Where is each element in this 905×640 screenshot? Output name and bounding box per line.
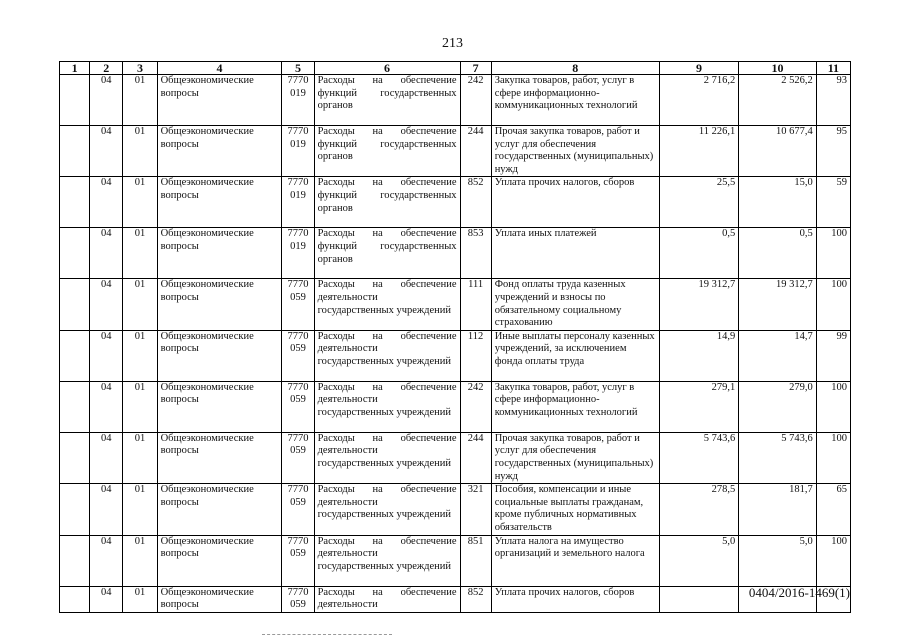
execution-percent: 100	[816, 228, 850, 279]
expense-purpose: Расходы на обеспечение функций государственных органов	[314, 126, 460, 177]
table-row	[60, 586, 851, 612]
table-row	[60, 535, 851, 586]
table-row	[60, 177, 851, 228]
column-header-8: 8	[491, 62, 659, 75]
subsection-code: 01	[123, 126, 157, 177]
budget-table	[59, 61, 851, 613]
expense-purpose: Расходы на обеспечение деятельности государственных учреждений	[314, 279, 460, 330]
section-code: 04	[90, 177, 123, 228]
expense-type-name: Закупка товаров, работ, услуг в сфере информационно-коммуникационных технологий	[491, 75, 659, 126]
section-code: 04	[90, 330, 123, 381]
subsection-code: 01	[123, 75, 157, 126]
column-header-1: 1	[60, 62, 90, 75]
expense-purpose: Расходы на обеспечение деятельности государственных учреждений	[314, 484, 460, 535]
subsection-code: 01	[123, 586, 157, 612]
planned-amount: 11 226,1	[659, 126, 739, 177]
section-code: 04	[90, 535, 123, 586]
document-code: 0404/2016-1469(1)	[748, 585, 850, 600]
subsection-code: 01	[123, 381, 157, 432]
expense-type-code: 242	[460, 75, 491, 126]
subsection-code: 01	[123, 330, 157, 381]
expense-purpose: Расходы на обеспечение деятельности государственных учреждений	[314, 535, 460, 586]
section-code: 04	[90, 228, 123, 279]
table-row	[60, 381, 851, 432]
section-name: Общеэкономические вопросы	[157, 279, 282, 330]
actual-amount: 19 312,7	[739, 279, 816, 330]
expense-purpose: Расходы на обеспечение деятельности государственных учреждений	[314, 381, 460, 432]
planned-amount	[659, 586, 739, 612]
section-name: Общеэкономические вопросы	[157, 432, 282, 483]
actual-amount: 181,7	[739, 484, 816, 535]
expense-type-code: 853	[460, 228, 491, 279]
section-code: 04	[90, 484, 123, 535]
row-cell-1	[60, 381, 90, 432]
target-article: 7770 019	[282, 126, 314, 177]
actual-amount: 5,0	[739, 535, 816, 586]
expense-type-code: 852	[460, 177, 491, 228]
expense-type-name: Уплата прочих налогов, сборов	[491, 586, 659, 612]
subsection-code: 01	[123, 279, 157, 330]
subsection-code: 01	[123, 432, 157, 483]
subsection-code: 01	[123, 484, 157, 535]
expense-type-name: Пособия, компенсации и иные социальные выплаты гражданам, кроме публичных нормативных обязательств	[491, 484, 659, 535]
table-row	[60, 126, 851, 177]
planned-amount: 2 716,2	[659, 75, 739, 126]
execution-percent: 100	[816, 381, 850, 432]
column-header-7: 7	[460, 62, 491, 75]
section-code: 04	[90, 586, 123, 612]
row-cell-1	[60, 330, 90, 381]
expense-purpose: Расходы на обеспечение деятельности государственных учреждений	[314, 432, 460, 483]
expense-type-code: 321	[460, 484, 491, 535]
table-header-row	[60, 62, 851, 75]
section-name: Общеэкономические вопросы	[157, 535, 282, 586]
section-name: Общеэкономические вопросы	[157, 126, 282, 177]
section-code: 04	[90, 381, 123, 432]
column-header-9: 9	[659, 62, 739, 75]
section-code: 04	[90, 432, 123, 483]
actual-amount: 15,0	[739, 177, 816, 228]
row-cell-1	[60, 535, 90, 586]
actual-amount: 10 677,4	[739, 126, 816, 177]
expense-type-code: 242	[460, 381, 491, 432]
section-name: Общеэкономические вопросы	[157, 177, 282, 228]
execution-percent: 93	[816, 75, 850, 126]
expense-purpose: Расходы на обеспечение деятельности	[314, 586, 460, 612]
expense-type-name: Прочая закупка товаров, работ и услуг для обеспечения государственных (муниципальных) нужд	[491, 432, 659, 483]
actual-amount: 2 526,2	[739, 75, 816, 126]
expense-type-name: Фонд оплаты труда казенных учреждений и взносы по обязательному социальному страхованию	[491, 279, 659, 330]
actual-amount: 5 743,6	[739, 432, 816, 483]
column-header-4: 4	[157, 62, 282, 75]
section-code: 04	[90, 279, 123, 330]
actual-amount: 0,5	[739, 228, 816, 279]
expense-type-name: Иные выплаты персоналу казенных учреждений, за исключением фонда оплаты труда	[491, 330, 659, 381]
execution-percent: 65	[816, 484, 850, 535]
subsection-code: 01	[123, 535, 157, 586]
table-body	[60, 75, 851, 613]
expense-type-name: Прочая закупка товаров, работ и услуг для обеспечения государственных (муниципальных) нужд	[491, 126, 659, 177]
row-cell-1	[60, 177, 90, 228]
table-row	[60, 75, 851, 126]
expense-type-name: Уплата прочих налогов, сборов	[491, 177, 659, 228]
actual-amount: 14,7	[739, 330, 816, 381]
target-article: 7770 059	[282, 484, 314, 535]
scan-artifact	[262, 634, 392, 639]
execution-percent: 100	[816, 279, 850, 330]
target-article: 7770 019	[282, 228, 314, 279]
expense-type-code: 244	[460, 126, 491, 177]
target-article: 7770 059	[282, 432, 314, 483]
table-row	[60, 228, 851, 279]
section-name: Общеэкономические вопросы	[157, 330, 282, 381]
column-header-6: 6	[314, 62, 460, 75]
planned-amount: 19 312,7	[659, 279, 739, 330]
table-row	[60, 432, 851, 483]
table-row	[60, 279, 851, 330]
target-article: 7770 019	[282, 177, 314, 228]
target-article: 7770 059	[282, 279, 314, 330]
section-name: Общеэкономические вопросы	[157, 484, 282, 535]
row-cell-1	[60, 75, 90, 126]
row-cell-1	[60, 279, 90, 330]
section-code: 04	[90, 126, 123, 177]
section-name: Общеэкономические вопросы	[157, 228, 282, 279]
expense-purpose: Расходы на обеспечение функций государственных органов	[314, 75, 460, 126]
target-article: 7770 059	[282, 381, 314, 432]
expense-type-name: Закупка товаров, работ, услуг в сфере информационно-коммуникационных технологий	[491, 381, 659, 432]
row-cell-1	[60, 432, 90, 483]
planned-amount: 0,5	[659, 228, 739, 279]
planned-amount: 279,1	[659, 381, 739, 432]
execution-percent: 99	[816, 330, 850, 381]
table-row	[60, 484, 851, 535]
column-header-11: 11	[816, 62, 850, 75]
planned-amount: 14,9	[659, 330, 739, 381]
section-code: 04	[90, 75, 123, 126]
column-header-5: 5	[282, 62, 314, 75]
expense-type-name: Уплата иных платежей	[491, 228, 659, 279]
execution-percent: 100	[816, 432, 850, 483]
target-article: 7770 059	[282, 330, 314, 381]
column-header-10: 10	[739, 62, 816, 75]
row-cell-1	[60, 484, 90, 535]
page-number: 213	[442, 36, 463, 51]
execution-percent: 95	[816, 126, 850, 177]
section-name: Общеэкономические вопросы	[157, 586, 282, 612]
actual-amount: 279,0	[739, 381, 816, 432]
expense-type-code: 852	[460, 586, 491, 612]
target-article: 7770 059	[282, 535, 314, 586]
column-header-3: 3	[123, 62, 157, 75]
expense-type-name: Уплата налога на имущество организаций и земельного налога	[491, 535, 659, 586]
execution-percent: 59	[816, 177, 850, 228]
expense-purpose: Расходы на обеспечение функций государственных органов	[314, 177, 460, 228]
target-article: 7770 059	[282, 586, 314, 612]
execution-percent: 100	[816, 535, 850, 586]
subsection-code: 01	[123, 228, 157, 279]
subsection-code: 01	[123, 177, 157, 228]
row-cell-1	[60, 586, 90, 612]
row-cell-1	[60, 228, 90, 279]
expense-type-code: 112	[460, 330, 491, 381]
target-article: 7770 019	[282, 75, 314, 126]
table-row	[60, 330, 851, 381]
column-header-2: 2	[90, 62, 123, 75]
expense-type-code: 111	[460, 279, 491, 330]
expense-type-code: 244	[460, 432, 491, 483]
section-name: Общеэкономические вопросы	[157, 75, 282, 126]
row-cell-1	[60, 126, 90, 177]
section-name: Общеэкономические вопросы	[157, 381, 282, 432]
expense-purpose: Расходы на обеспечение функций государственных органов	[314, 228, 460, 279]
planned-amount: 278,5	[659, 484, 739, 535]
planned-amount: 5,0	[659, 535, 739, 586]
expense-purpose: Расходы на обеспечение деятельности государственных учреждений	[314, 330, 460, 381]
expense-type-code: 851	[460, 535, 491, 586]
planned-amount: 5 743,6	[659, 432, 739, 483]
planned-amount: 25,5	[659, 177, 739, 228]
